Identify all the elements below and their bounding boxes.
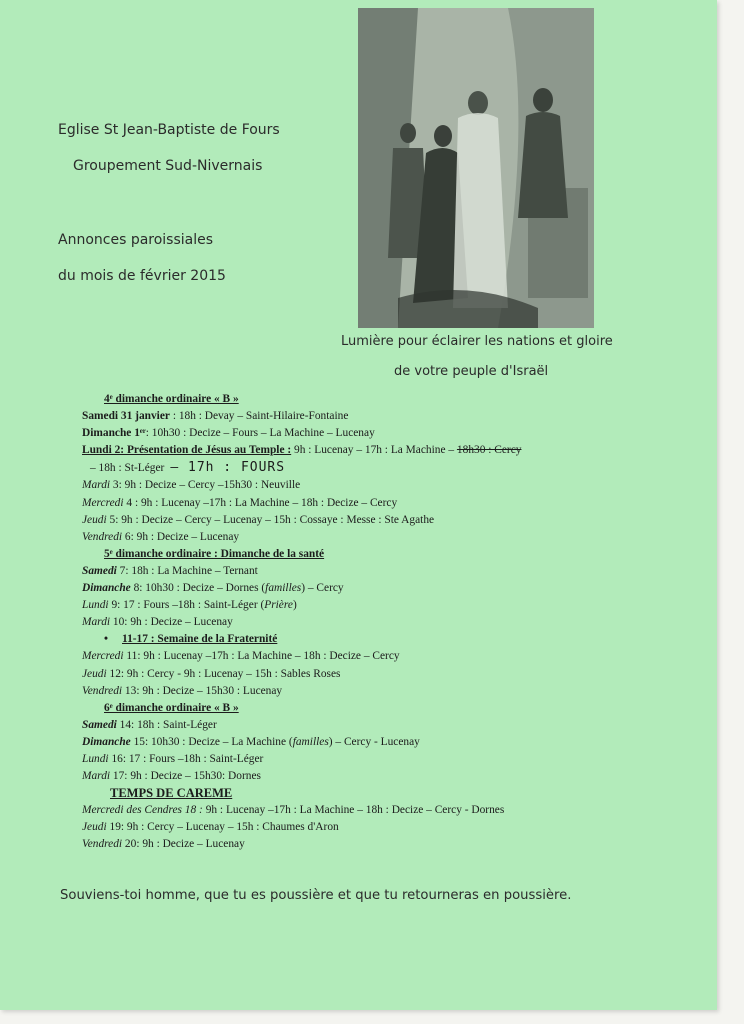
schedule-day: Jeudi	[82, 667, 107, 680]
schedule-day: Lundi	[82, 599, 109, 612]
schedule-day: Dimanche	[82, 582, 131, 595]
schedule-day: Mercredi	[82, 650, 124, 663]
schedule-text: )	[292, 599, 297, 612]
bullet-icon: •	[104, 633, 108, 646]
schedule-day: Dimanche	[82, 735, 131, 748]
schedule-day: Mardi	[82, 616, 111, 629]
schedule-text: 4 : 9h : Lucenay –17h : La Machine – 18h : Decize – Cercy	[123, 496, 398, 509]
schedule-line	[82, 563, 712, 580]
mass-schedule	[82, 391, 712, 854]
schedule-text: 5: 9h : Decize – Cercy – Lucenay – 15h : Cossaye : Messe : Ste Agathe	[106, 513, 435, 526]
schedule-day: Vendredi	[82, 838, 123, 851]
schedule-day: Samedi 31 janvier	[82, 410, 170, 423]
section-heading	[82, 631, 712, 648]
schedule-line	[82, 442, 712, 459]
schedule-text: 6: 9h : Decize – Lucenay	[122, 530, 240, 543]
schedule-day: Dimanche 1ᵉʳ	[82, 427, 146, 440]
schedule-line	[82, 751, 712, 768]
schedule-line	[82, 529, 712, 546]
schedule-line	[82, 683, 712, 700]
schedule-text: 3: 9h : Decize – Cercy –15h30 : Neuville	[110, 479, 301, 492]
schedule-text: ) – Cercy	[301, 582, 344, 595]
schedule-note: Prière	[264, 599, 293, 612]
schedule-text: : 10h30 : Decize – Fours – La Machine – Lucenay	[145, 427, 375, 440]
schedule-day: Jeudi	[82, 513, 107, 526]
schedule-text: 16: 17 : Fours –18h : Saint-Léger	[108, 752, 264, 765]
caption-line-2: de votre peuple d'Israël	[394, 364, 549, 379]
schedule-day: Lundi	[82, 752, 109, 765]
schedule-line	[82, 425, 712, 442]
schedule-line	[82, 580, 712, 597]
schedule-text: – 18h : St-Léger	[90, 462, 165, 475]
schedule-day: Vendredi	[82, 684, 123, 697]
handwritten-note: – 17h : FOURS	[170, 460, 286, 476]
schedule-line	[82, 802, 712, 819]
schedule-day: Mardi	[82, 479, 111, 492]
schedule-text: 11: 9h : Lucenay –17h : La Machine – 18h : Decize – Cercy	[123, 650, 400, 663]
bulletin-month: du mois de février 2015	[58, 268, 226, 284]
section-heading: 4ᵉ dimanche ordinaire « B »	[104, 393, 239, 405]
schedule-line	[82, 836, 712, 853]
schedule-line	[82, 512, 712, 529]
presentation-at-temple-engraving	[358, 8, 594, 328]
schedule-line	[82, 408, 712, 425]
schedule-line	[82, 495, 712, 512]
schedule-day: Vendredi	[82, 530, 123, 543]
section-heading: 6ᵉ dimanche ordinaire « B »	[104, 701, 239, 714]
schedule-text: 17: 9h : Decize – 15h30: Dornes	[110, 770, 261, 783]
schedule-day: Samedi	[82, 718, 117, 731]
section-heading: 5ᵉ dimanche ordinaire : Dimanche de la santé	[104, 547, 325, 560]
schedule-text: 9h : Lucenay –17h : La Machine – 18h : Decize – Cercy - Dornes	[202, 804, 505, 817]
schedule-text: 12: 9h : Cercy - 9h : Lucenay – 15h : Sables Roses	[106, 667, 341, 680]
closing-quote: Souviens-toi homme, que tu es poussière et que tu retourneras en poussière.	[60, 888, 572, 903]
schedule-text: 14: 18h : Saint-Léger	[116, 718, 217, 731]
schedule-text: 10: 9h : Decize – Lucenay	[110, 616, 233, 629]
church-name: Eglise St Jean-Baptiste de Fours	[58, 122, 280, 138]
bulletin-title: Annonces paroissiales	[58, 232, 214, 248]
schedule-text: 20: 9h : Decize – Lucenay	[122, 838, 245, 851]
schedule-day: Mercredi	[82, 496, 124, 509]
schedule-text: : 18h : Devay – Saint-Hilaire-Fontaine	[169, 410, 349, 423]
schedule-line	[82, 648, 712, 665]
schedule-day: Jeudi	[82, 821, 107, 834]
schedule-line	[82, 459, 712, 477]
schedule-text: 8: 10h30 : Decize – Dornes (	[130, 582, 266, 595]
schedule-note: familles	[292, 735, 329, 748]
schedule-day: Mercredi des Cendres 18 :	[82, 804, 203, 817]
schedule-line	[82, 819, 712, 836]
section-heading-text: 11-17 : Semaine de la Fraternité	[122, 633, 278, 646]
schedule-line	[82, 734, 712, 751]
section-heading: TEMPS DE CAREME	[110, 786, 233, 801]
schedule-text: 15: 10h30 : Decize – La Machine (	[130, 735, 293, 748]
schedule-note: familles	[265, 582, 302, 595]
schedule-day: Lundi 2: Présentation de Jésus au Temple :	[82, 444, 292, 457]
schedule-day: Mardi	[82, 770, 111, 783]
schedule-text: 19: 9h : Cercy – Lucenay – 15h : Chaumes d'Aron	[106, 821, 339, 834]
schedule-text: 13: 9h : Decize – 15h30 : Lucenay	[122, 684, 283, 697]
struck-text: 18h30 : Cercy	[456, 444, 522, 457]
schedule-text: ) – Cercy - Lucenay	[328, 735, 420, 748]
schedule-line	[82, 614, 712, 631]
schedule-line	[82, 666, 712, 683]
schedule-line	[82, 477, 712, 494]
schedule-line	[82, 597, 712, 614]
schedule-line	[82, 717, 712, 734]
parish-group: Groupement Sud-Nivernais	[73, 158, 263, 174]
caption-line-1: Lumière pour éclairer les nations et gloire	[341, 334, 613, 349]
schedule-line	[82, 768, 712, 785]
schedule-text: 9: 17 : Fours –18h : Saint-Léger (	[108, 599, 265, 612]
schedule-text: 9h : Lucenay – 17h : La Machine –	[291, 444, 457, 457]
schedule-day: Samedi	[82, 564, 117, 577]
schedule-text: 7: 18h : La Machine – Ternant	[116, 564, 258, 577]
